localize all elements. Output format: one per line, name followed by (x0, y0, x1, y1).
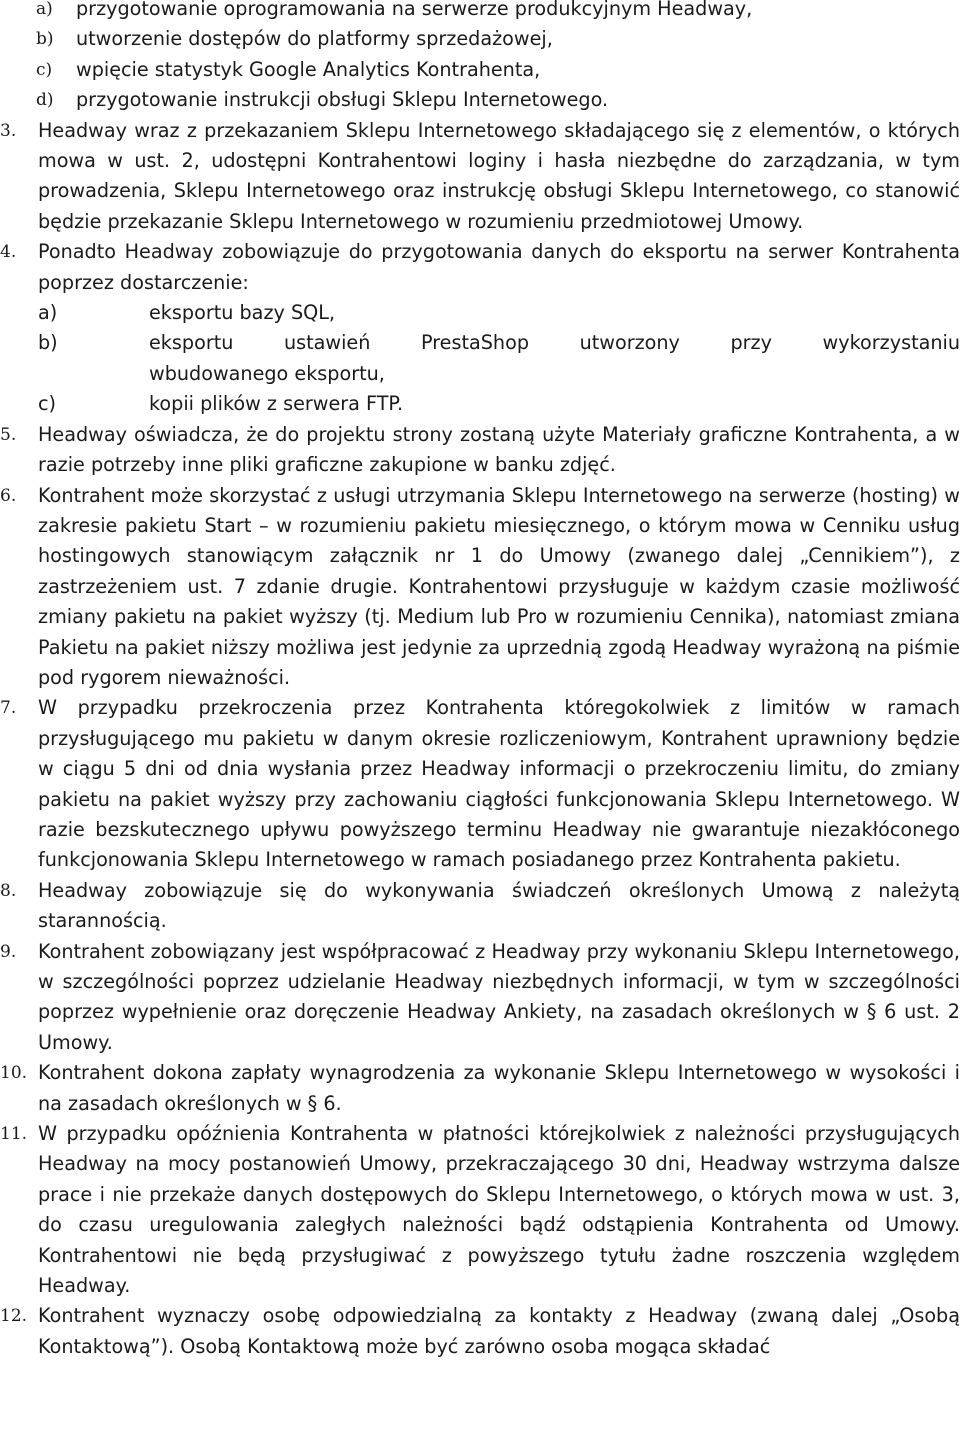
list-item (0, 298, 960, 328)
paragraph-text: Kontrahent może skorzystać z usługi utrzymania Sklepu Internetowego na serwerze (hosting) w zakresie pakietu Start – w rozumieniu pakietu miesięcznego, o którym mowa w Cenniku usług hostingowych stanowiącym załącznik nr 1 do Umowy (zwanego dalej „Cennikiem”), z zastrzeżeniem ust. 7 zdanie drugie. Kontrahentowi przysługuje w każdym czasie możliwość zmiany pakietu na pakiet wyższy (tj. Medium lub Pro w rozumieniu Cennika), natomiast zmiana Pakietu na pakiet niższy możliwa jest jedynie za uprzednią zgodą Headway wyrażoną na piśmie pod rygorem nieważności. (38, 483, 960, 689)
numbered-paragraph (0, 237, 960, 298)
paragraph-number: 4. (0, 242, 17, 263)
paragraph-number: 12. (0, 1306, 28, 1327)
paragraph-text: Kontrahent dokona zapłaty wynagrodzenia za wykonanie Sklepu Internetowego w wysokości i na zasadach określonych w § 6. (38, 1061, 960, 1115)
numbered-paragraph (0, 1058, 960, 1119)
paragraph-text: Headway oświadcza, że do projektu strony zostaną użyte Materiały graficzne Kontrahenta, a w razie potrzeby inne pliki graficzne zakupione w banku zdjęć. (38, 422, 960, 477)
list-marker: d) (36, 90, 54, 111)
list-item-text: przygotowanie oprogramowania na serwerze produkcyjnym Headway, (76, 0, 753, 20)
list-item-text: eksportu ustawień PrestaShop utworzony przy wykorzystaniu (149, 331, 960, 355)
list-item (0, 328, 960, 358)
numbered-paragraph (0, 937, 960, 1059)
numbered-paragraph (0, 693, 960, 875)
paragraph-text: Headway wraz z przekazaniem Sklepu Internetowego składającego się z elementów, o których mowa w ust. 2, udostępni Kontrahentowi loginy i hasła niezbędne do zarządzania, w tym prowadzenia, Sklepu Internetowego oraz instrukcję obsługi Sklepu Internetowego, co stanowić będzie przekazanie Sklepu Internetowego w rozumieniu przedmiotowej Umowy. (38, 118, 960, 233)
paragraph-number: 3. (0, 120, 17, 141)
paragraph-number: 11. (0, 1124, 28, 1145)
list-marker: c) (36, 59, 53, 80)
list-item (0, 0, 960, 24)
list-marker: b) (36, 29, 54, 50)
list-item-text: wpięcie statystyk Google Analytics Kontrahenta, (76, 57, 541, 81)
paragraph-number: 7. (0, 698, 17, 719)
paragraph-number: 8. (0, 880, 17, 901)
list-item (0, 389, 960, 419)
paragraph-text: Kontrahent zobowiązany jest współpracować z Headway przy wykonaniu Sklepu Internetowego, w szczególności poprzez udzielanie Headway niezbędnych informacji, w tym w szczególności poprzez wypełnienie oraz doręczenie Headway Ankiety, na zasadach określonych w § 6 ust. 2 Umowy. (38, 939, 960, 1054)
list-marker: a) (38, 301, 58, 325)
paragraph-text: Ponadto Headway zobowiązuje do przygotowania danych do eksportu na serwer Kontrahenta poprzez dostarczenie: (38, 240, 960, 294)
numbered-paragraph (0, 876, 960, 937)
list-item (0, 55, 960, 85)
list-item-text: kopii plików z serwera FTP. (149, 392, 404, 416)
paragraph-text: Kontrahent wyznaczy osobę odpowiedzialną za kontakty z Headway (zwaną dalej „Osobą Kontaktową”). Osobą Kontaktową może być zarówno osoba mogąca składać (38, 1304, 960, 1358)
list-item-text: wbudowanego eksportu, (149, 361, 385, 385)
paragraph-number: 6. (0, 485, 17, 506)
paragraph-text: W przypadku przekroczenia przez Kontrahenta któregokolwiek z limitów w ramach przysługującego mu pakietu w danym okresie rozliczeniowym, Kontrahent uprawniony będzie w ciągu 5 dni od dnia wysłania przez Headway informacji o przekroczeniu limitu, do zmiany pakietu na pakiet wyższy przy zachowaniu ciągłości funkcjonowania Sklepu Internetowego. W razie bezskutecznego upływu powyższego terminu Headway nie gwarantuje niezakłóconego funkcjonowania Sklepu Internetowego w ramach posiadanego przez Kontrahenta pakietu. (38, 696, 960, 872)
list-item (0, 85, 960, 115)
paragraph-number: 9. (0, 941, 17, 962)
list-item-text: przygotowanie instrukcji obsługi Sklepu Internetowego. (76, 88, 609, 112)
numbered-paragraph (0, 116, 960, 238)
list-item-text: eksportu bazy SQL, (149, 301, 336, 325)
paragraph-number: 10. (0, 1063, 28, 1084)
numbered-paragraph (0, 481, 960, 694)
list-item (0, 24, 960, 54)
numbered-paragraph (0, 420, 960, 481)
numbered-paragraph (0, 1119, 960, 1301)
list-marker: c) (38, 392, 57, 416)
list-item-continuation (0, 359, 960, 389)
paragraph-number: 5. (0, 424, 17, 445)
paragraph-text: Headway zobowiązuje się do wykonywania świadczeń określonych Umową z należytą starannością. (38, 878, 960, 933)
list-marker: a) (36, 0, 53, 19)
paragraph-text: W przypadku opóźnienia Kontrahenta w płatności którejkolwiek z należności przysługujących Headway na mocy postanowień Umowy, przekraczającego 30 dni, Headway wstrzyma dalsze prace i nie przekaże danych dostępowych do Sklepu Internetowego, o których mowa w ust. 3, do czasu uregulowania zaległych należności bądź odstąpienia Kontrahenta od Umowy. Kontrahentowi nie będą przysługiwać z powyższego tytułu żadne roszczenia względem Headway. (38, 1122, 960, 1298)
numbered-paragraph (0, 1301, 960, 1362)
list-marker: b) (38, 331, 58, 355)
list-item-text: utworzenie dostępów do platformy sprzedażowej, (76, 27, 553, 51)
